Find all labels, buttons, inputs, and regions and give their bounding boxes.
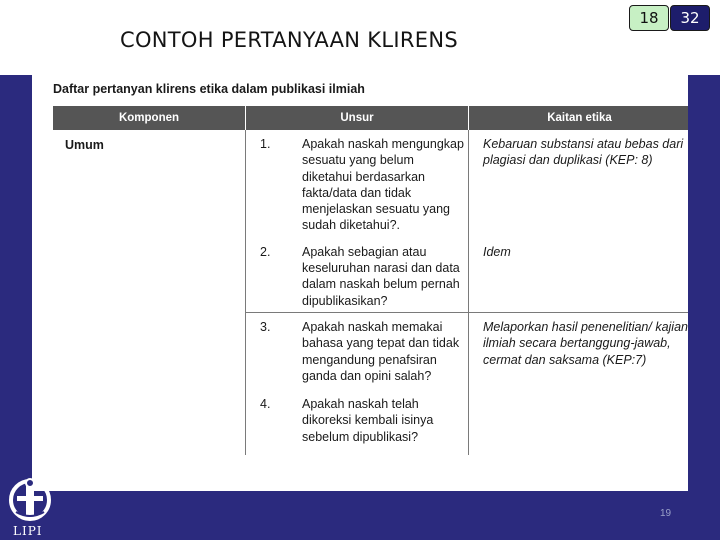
header-kaitan-etika: Kaitan etika [469,106,689,130]
logo-text: LIPI [13,524,43,538]
item-number: 3. [260,319,271,334]
component-cell: Umum [53,130,246,455]
kaitan-cell: Kebaruan substansi atau bebas dari plagiasi dan duplikasi (KEP: 8) [483,137,684,168]
footer-page-number: 19 [660,508,672,519]
item-text: Apakah naskah telah dikoreksi kembali isinya sebelum dipublikasi? [302,397,434,444]
unsur-cell [246,234,469,313]
table-header-row [53,106,688,130]
table-row [53,130,688,234]
unsur-cell [246,130,469,234]
item-number: 1. [260,137,271,151]
kaitan-cell: Melaporkan hasil penenelitian/ kajian ilmiah secara bertanggung-jawab, cermat dan saksama (KEP:7) [469,312,689,455]
unsur-cell [246,312,469,384]
clearance-table [53,106,688,455]
unsur-cell [246,384,469,455]
total-pages-badge: 32 [670,5,710,31]
item-text: Apakah naskah mengungkap sesuatu yang belum diketahui berdasarkan fakta/data dan tidak menjelaskan sesuatu yang sudah diketahui?. [302,137,464,233]
item-number: 2. [260,244,271,259]
item-number: 4. [260,397,271,412]
header-komponen: Komponen [53,106,246,130]
item-text: Apakah naskah memakai bahasa yang tepat dan tidak mengandung penafsiran ganda dan opini salah? [302,319,460,383]
header-unsur: Unsur [246,106,469,130]
item-text: Apakah sebagian atau keseluruhan narasi dan data dalam naskah belum pernah dipublikasikan? [302,244,460,308]
current-page-badge: 18 [629,5,669,31]
kaitan-cell: Idem [483,244,511,259]
table-caption: Daftar pertanyan klirens etika dalam publikasi ilmiah [53,82,365,96]
slide-title: CONTOH PERTANYAAN KLIRENS [120,28,458,52]
document-image [32,75,688,491]
slide-header [0,0,720,75]
